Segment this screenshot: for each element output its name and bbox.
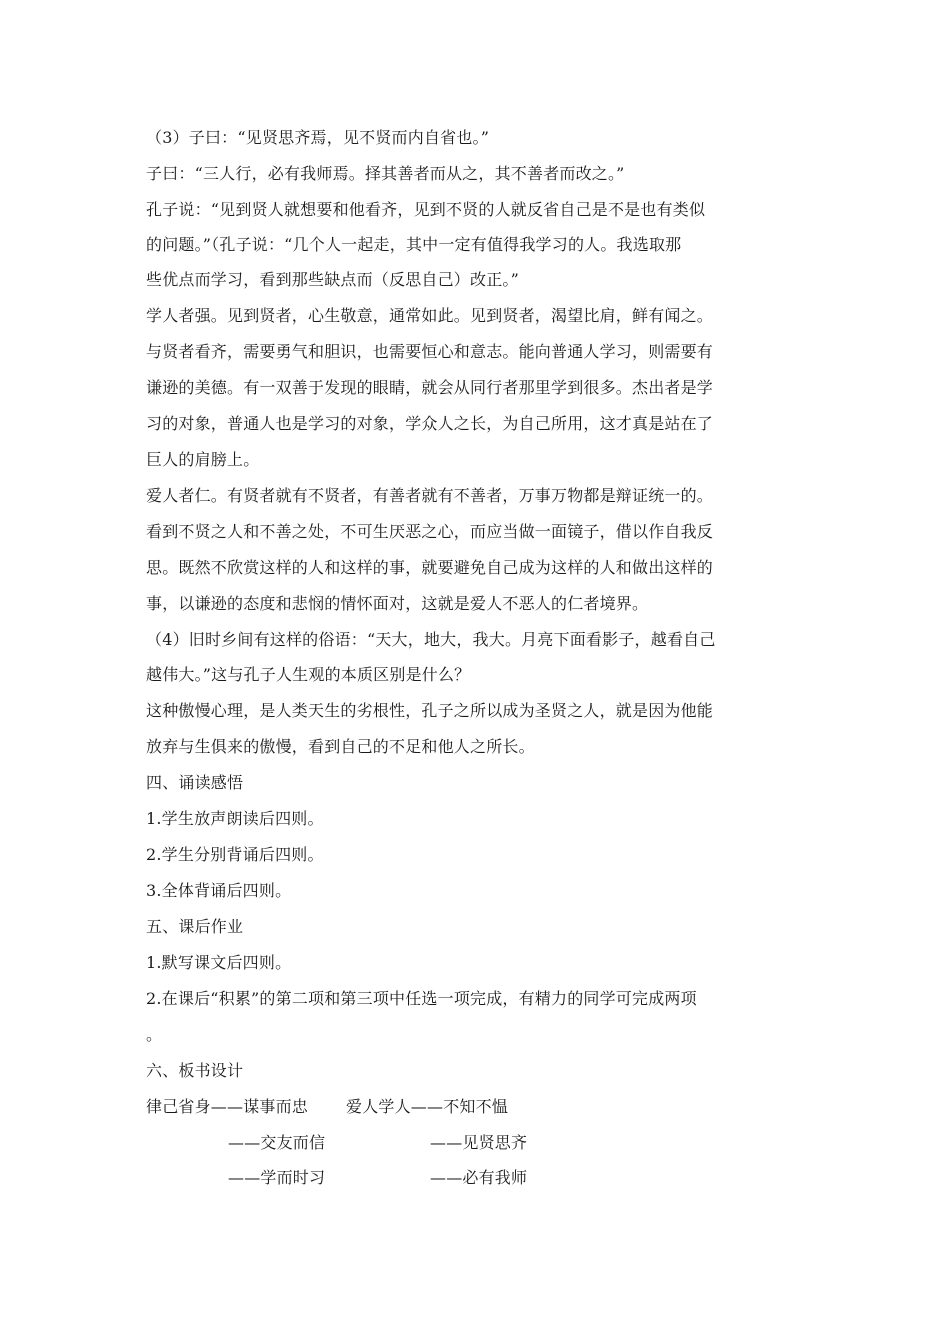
board-right-head: 爱人学人——不知不愠 bbox=[346, 1097, 509, 1116]
paragraph-line: 孔子说：“见到贤人就想要和他看齐，见到不贤的人就反省自己是不是也有类似 bbox=[146, 200, 706, 219]
paragraph-line: 巨人的肩膀上。 bbox=[146, 450, 260, 469]
paragraph-line: （3）子曰：“见贤思齐焉，见不贤而内自省也。” bbox=[146, 128, 490, 147]
paragraph-line: 习的对象，普通人也是学习的对象，学众人之长，为自己所用，这才真是站在了 bbox=[146, 414, 714, 433]
paragraph-line: 。 bbox=[146, 1025, 163, 1044]
paragraph-line: （4）旧时乡间有这样的俗语：“天大，地大，我大。月亮下面看影子，越看自己 bbox=[146, 630, 716, 649]
paragraph-line: 这种傲慢心理，是人类天生的劣根性，孔子之所以成为圣贤之人，就是因为他能 bbox=[146, 701, 714, 720]
paragraph-line: 学人者强。见到贤者，心生敬意，通常如此。见到贤者，渴望比肩，鲜有闻之。 bbox=[146, 306, 714, 325]
list-item: 2.学生分别背诵后四则。 bbox=[146, 845, 324, 864]
list-item: 1.默写课文后四则。 bbox=[146, 953, 292, 972]
paragraph-line: 思。既然不欣赏这样的人和这样的事，就要避免自己成为这样的人和做出这样的 bbox=[146, 558, 714, 577]
list-item: 2.在课后“积累”的第二项和第三项中任选一项完成，有精力的同学可完成两项 bbox=[146, 989, 697, 1008]
paragraph-line: 谦逊的美德。有一双善于发现的眼睛，就会从同行者那里学到很多。杰出者是学 bbox=[146, 378, 714, 397]
section-heading: 六、板书设计 bbox=[146, 1061, 244, 1080]
board-left-row: ——交友而信 bbox=[228, 1133, 326, 1152]
list-item: 1.学生放声朗读后四则。 bbox=[146, 809, 324, 828]
list-item: 3.全体背诵后四则。 bbox=[146, 881, 292, 900]
paragraph-line: 放弃与生俱来的傲慢，看到自己的不足和他人之所长。 bbox=[146, 737, 535, 756]
paragraph-line: 与贤者看齐，需要勇气和胆识，也需要恒心和意志。能向普通人学习，则需要有 bbox=[146, 342, 714, 361]
paragraph-line: 越伟大。”这与孔子人生观的本质区别是什么？ bbox=[146, 665, 471, 684]
paragraph-line: 看到不贤之人和不善之处，不可生厌恶之心，而应当做一面镜子，借以作自我反 bbox=[146, 522, 714, 541]
board-left-row: ——学而时习 bbox=[228, 1168, 326, 1187]
paragraph-line: 事，以谦逊的态度和悲悯的情怀面对，这就是爱人不恶人的仁者境界。 bbox=[146, 594, 649, 613]
paragraph-line: 的问题。”（孔子说：“几个人一起走，其中一定有值得我学习的人。我选取那 bbox=[146, 235, 682, 254]
section-heading: 四、诵读感悟 bbox=[146, 773, 244, 792]
paragraph-line: 子曰：“三人行，必有我师焉。择其善者而从之，其不善者而改之。” bbox=[146, 164, 625, 183]
board-right-row: ——必有我师 bbox=[430, 1168, 528, 1187]
section-heading: 五、课后作业 bbox=[146, 917, 244, 936]
board-right-row: ——见贤思齐 bbox=[430, 1133, 528, 1152]
board-left-head: 律己省身——谋事而忠 bbox=[146, 1097, 309, 1116]
paragraph-line: 爱人者仁。有贤者就有不贤者，有善者就有不善者，万事万物都是辩证统一的。 bbox=[146, 486, 714, 505]
paragraph-line: 些优点而学习，看到那些缺点而（反思自己）改正。” bbox=[146, 270, 519, 289]
